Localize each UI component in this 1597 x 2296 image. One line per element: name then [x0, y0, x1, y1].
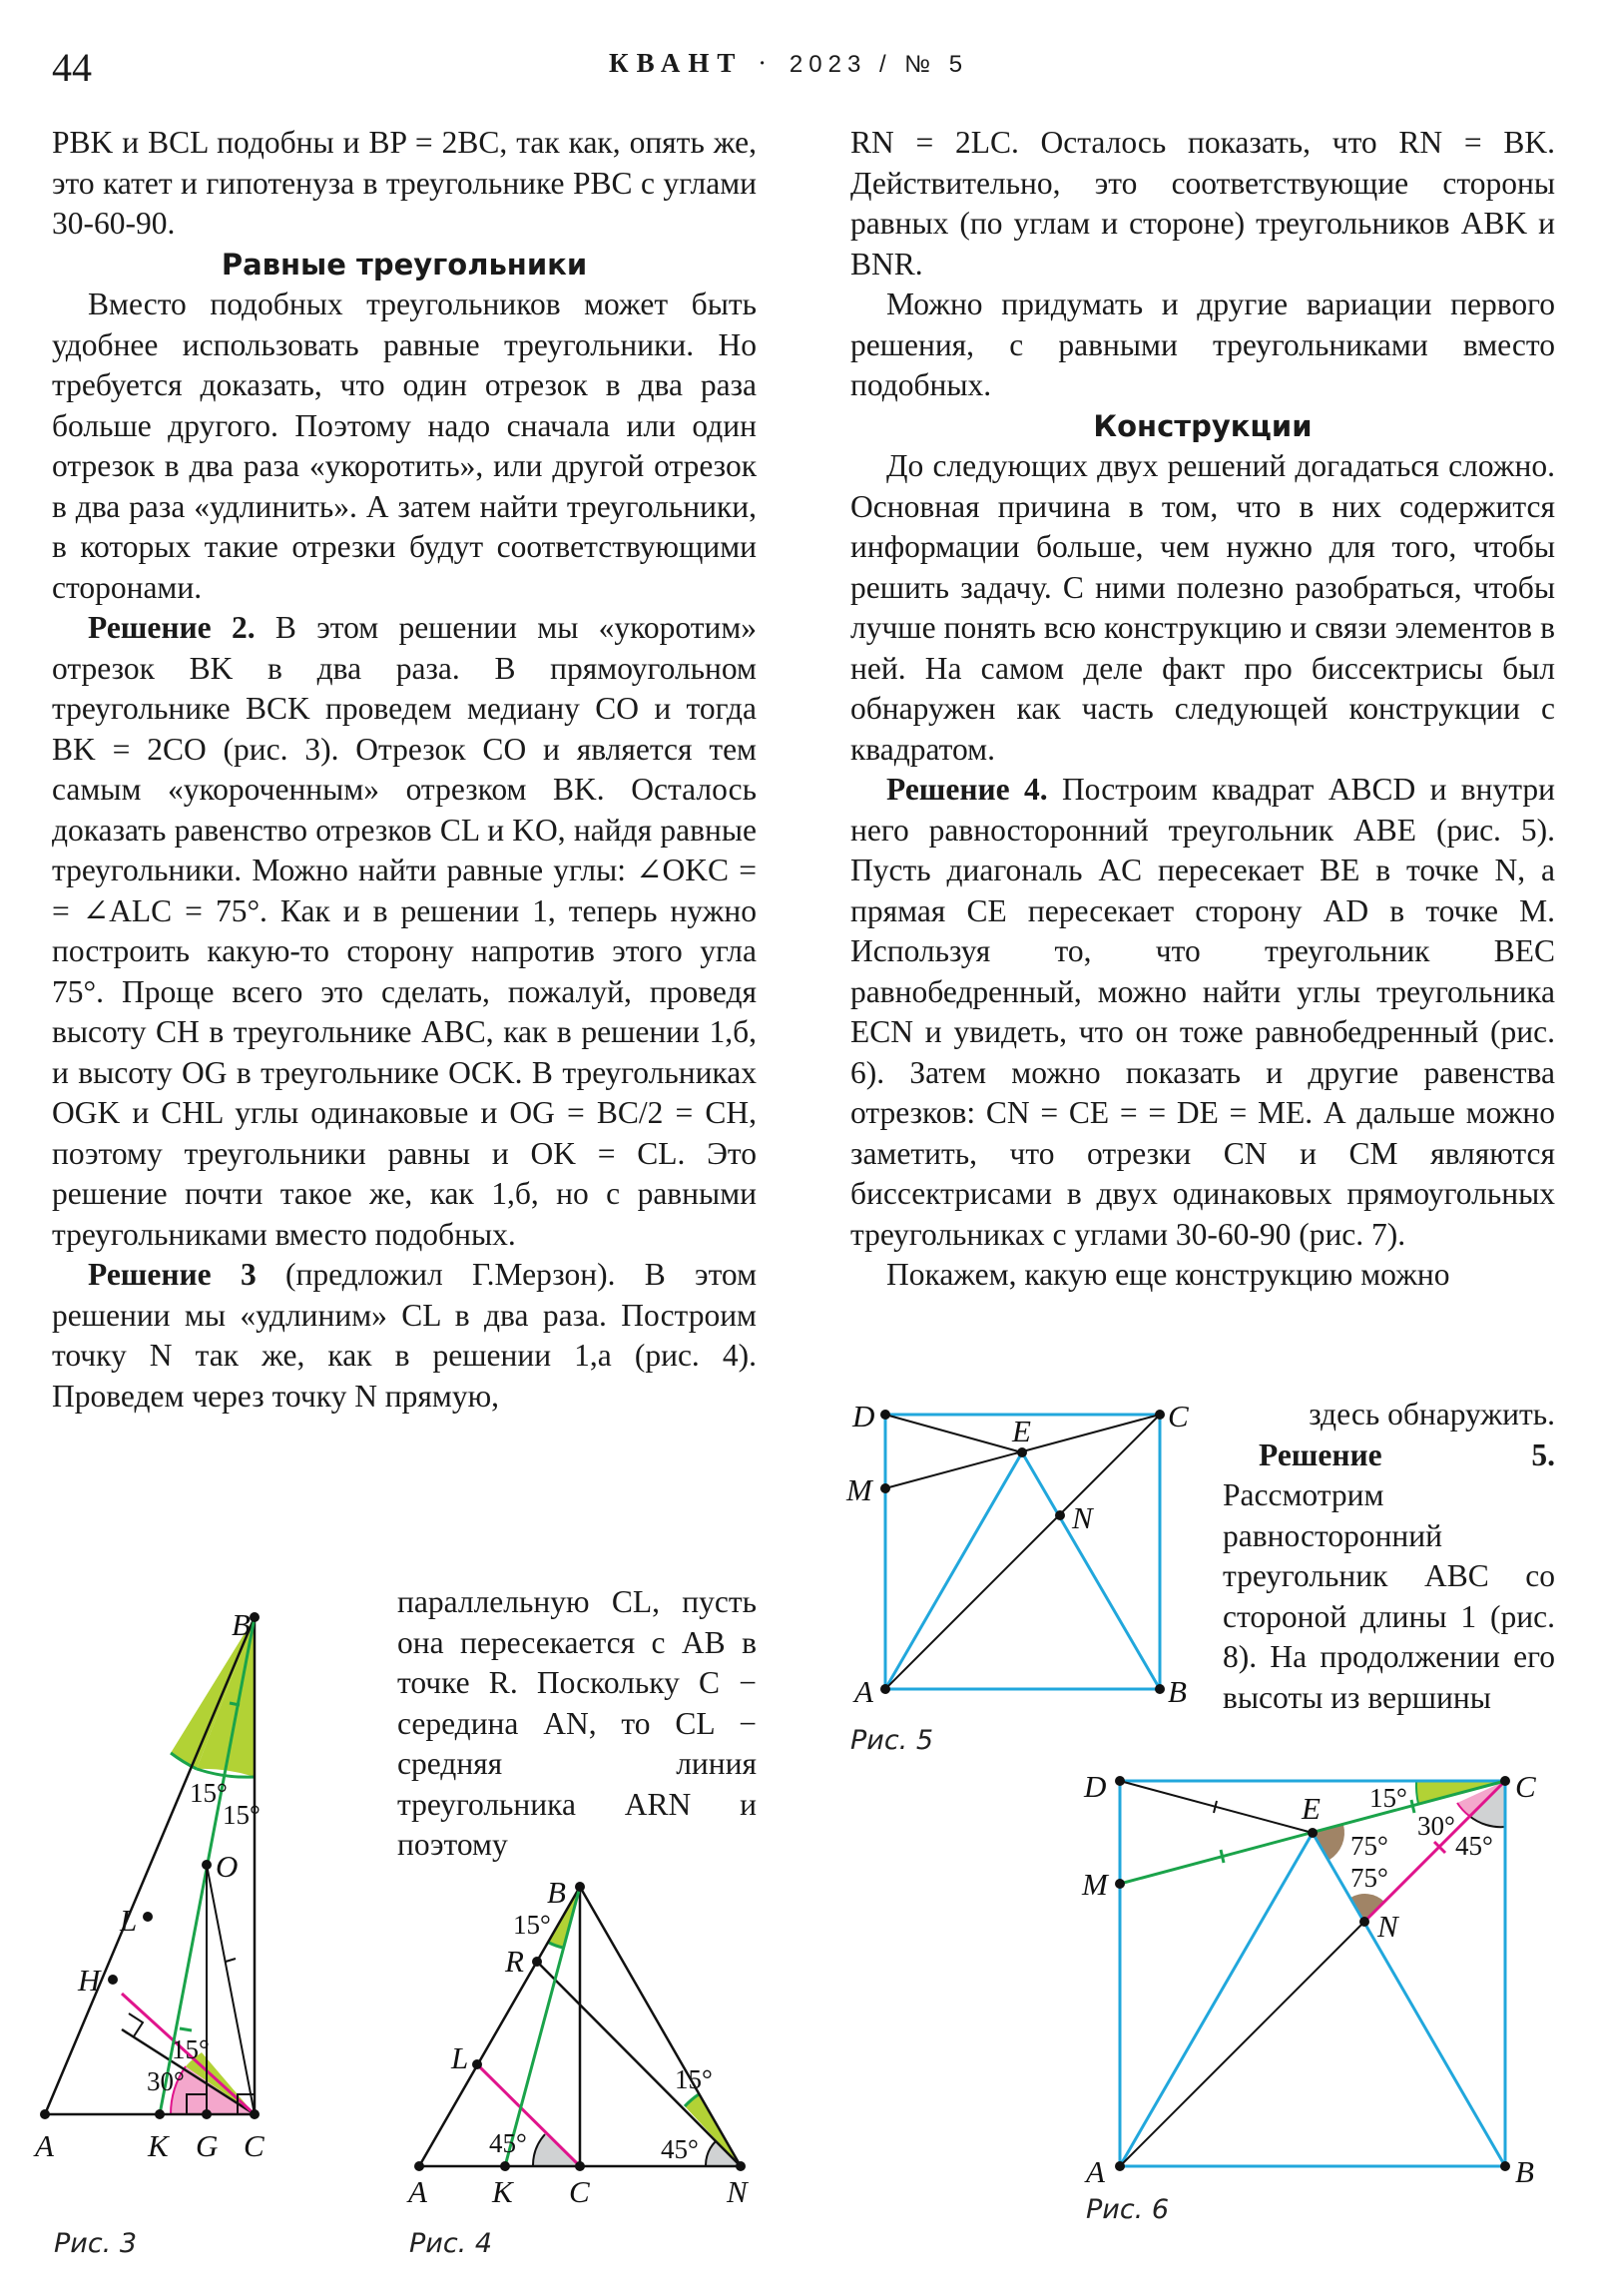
figure-5 — [838, 1398, 1238, 1727]
point-k — [500, 2161, 510, 2171]
paragraph: Вместо подобных треугольников может быть удобнее использовать равные треугольники. Но требуется доказать, что один отрезок в два раза больше другого. Поэтому надо сначала или один отрезок в два раза «укоротить», или другой отрезок в два раза «удлинить». А затем найти треугольники, в которых такие отрезки будут соответствующими сторонами. — [52, 287, 757, 605]
point-d — [1115, 1776, 1125, 1786]
label-e: E — [1302, 1791, 1321, 1826]
point-b — [1500, 2161, 1510, 2171]
angle-label: 15° — [513, 1910, 551, 1940]
point-n — [736, 2161, 746, 2171]
solution-text: (предложил Г.Мерзон). В этом решении мы «удлиним» CL в два раза. Построим точку N так же, как в решении 1,а (рис. 4). Проведем через точку N прямую, — [52, 1257, 758, 1414]
figure-4-caption: Рис. 4 — [409, 2228, 493, 2259]
label-b: B — [547, 1877, 566, 1910]
point-n — [1055, 1510, 1065, 1520]
label-m: M — [1082, 1867, 1108, 1902]
angle-label: 75° — [1350, 1863, 1388, 1893]
label-b: B — [232, 1607, 251, 1642]
label-n: N — [1377, 1909, 1398, 1944]
point-m — [1115, 1879, 1125, 1889]
figure-3-caption: Рис. 3 — [54, 2228, 138, 2259]
running-header — [609, 48, 968, 79]
label-c: C — [569, 2174, 590, 2209]
figure-6-caption: Рис. 6 — [1086, 2194, 1170, 2225]
point-h — [108, 1975, 118, 1985]
solution-title: Решение 5. — [1259, 1436, 1555, 1472]
point-r — [532, 1957, 542, 1967]
angle-label: 15° — [190, 1778, 228, 1808]
label-b: B — [1515, 2154, 1534, 2186]
section-heading: Конструкции — [1093, 408, 1313, 443]
figure-5-caption: Рис. 5 — [850, 1725, 934, 1756]
angle-label: 15° — [1369, 1783, 1407, 1813]
paragraph: Можно придумать и другие вариации первого решения, с равными треугольниками вместо подобных. — [850, 287, 1555, 402]
angle-label: 45° — [1455, 1831, 1493, 1861]
solution-text: В этом решении мы «укоротим» отрезок BK в два раза. В прямоугольном треугольнике BCK проведем медиану CO и тогда BK = 2CO (рис. 3). Отрезок CO и является тем самым «укороченным» отрезком BK. Осталось доказать равенство отрезков CL и KO, найдя равные треугольники. Можно найти равные углы: ∠OKC = = ∠ALC = 75°. Как и в решении 1, теперь нужно построить какую-то сторону напротив этого угла 75°. Проще всего это сделать, пожалуй, проведя высоту CH в треугольнике ABC, как в решении 1,б, и высоту OG в треугольнике OCK. В треугольниках OGK и CHL углы одинаковые и OG = BC/2 = CH, поэтому треугольники равны и OK = CL. Это решение почти такое же, как 1,б, но с равными треугольниками вместо подобных. — [52, 610, 758, 1252]
paragraph: PBK и BCL подобны и BP = 2BC, так как, опять же, это катет и гипотенуза в треугольнике PBC с углами 30-60-90. — [52, 125, 757, 241]
angle-label: 75° — [1350, 1831, 1388, 1861]
angle-label: 45° — [661, 2134, 699, 2164]
point-m — [880, 1483, 890, 1493]
header-separator: · — [758, 48, 776, 78]
label-a: A — [35, 2128, 54, 2163]
label-d: D — [852, 1399, 875, 1434]
label-r: R — [505, 1944, 524, 1979]
solution-3 — [52, 1255, 757, 1417]
right-column — [850, 123, 1555, 1296]
point-l — [143, 1912, 153, 1922]
section-heading: Равные треугольники — [221, 247, 588, 282]
solution-title: Решение 2. — [88, 610, 256, 645]
point-c — [575, 2161, 585, 2171]
solution-text: Построим квадрат ABCD и внутри него равносторонний треугольник ABE (рис. 5). Пусть диагональ AC пересекает BE в точке N, а прямая CE пересекает сторону AD в точке M. Используя то, что треугольник BEC равнобедренный, можно найти углы треугольника ECN и увидеть, что он тоже равнобедренный (рис. 6). Затем можно показать и другие равенства отрезков: CN = CE = = DE = ME. А дальше можно заметить, что отрезки CN и CM являются биссектрисами в двух одинаковых прямоугольных треугольниках с углами 30-60-90 (рис. 7). — [850, 772, 1555, 1252]
issue-number: 2023 / № 5 — [789, 51, 969, 78]
label-d: D — [1084, 1769, 1107, 1804]
label-o: O — [216, 1849, 239, 1884]
point-l — [472, 2059, 482, 2069]
journal-title: КВАНТ — [609, 48, 744, 78]
point-g — [202, 2109, 212, 2119]
point-a — [40, 2109, 50, 2119]
solution-2 — [52, 608, 757, 1255]
point-c — [1155, 1410, 1165, 1420]
point-k — [155, 2109, 165, 2119]
paragraph: здесь обнаружить. — [1309, 1397, 1555, 1432]
solution-5 — [1223, 1435, 1555, 1719]
label-a: A — [408, 2174, 427, 2209]
label-c: C — [1168, 1399, 1189, 1434]
solution-title: Решение 4. — [886, 772, 1048, 807]
point-d — [880, 1410, 890, 1420]
left-narrow-text: параллельную CL, пусть она пересекается с AB в точке R. Поскольку C − середина AN, то CL − средняя линия треугольника ARN и поэтому — [397, 1584, 757, 1862]
point-o — [202, 1860, 212, 1870]
label-c: C — [244, 2128, 265, 2163]
label-l: L — [451, 2040, 469, 2075]
left-column — [52, 123, 757, 1417]
label-b: B — [1168, 1674, 1187, 1709]
angle-label: 30° — [147, 2066, 185, 2096]
right-narrow-text — [1223, 1395, 1555, 1718]
solution-text: Рассмотрим равносторонний треугольник ABC со стороной длины 1 (рис. 8). На продолжении его высоты из вершины — [1223, 1477, 1555, 1715]
point-a — [1115, 2161, 1125, 2171]
figure-6 — [1078, 1767, 1597, 2186]
point-b — [575, 1882, 585, 1892]
point-a — [414, 2161, 424, 2171]
point-a — [880, 1684, 890, 1694]
figure-3 — [30, 1597, 409, 2296]
point-c — [1500, 1776, 1510, 1786]
label-a: A — [1086, 2154, 1105, 2186]
label-k: K — [492, 2174, 513, 2209]
solution-title: Решение 3 — [88, 1257, 257, 1292]
point-c — [250, 2109, 260, 2119]
label-e: E — [1012, 1414, 1031, 1448]
point-b — [250, 1612, 260, 1622]
label-k: K — [148, 2128, 169, 2163]
angle-label: 30° — [1417, 1811, 1455, 1841]
label-h: H — [78, 1963, 101, 1998]
angle-label: 45° — [489, 2128, 527, 2158]
label-n: N — [727, 2174, 748, 2209]
paragraph: До следующих двух решений догадаться сложно. Основная причина в том, что в них содержится информации больше, чем нужно для того, чтобы решить задачу. С ними полезно разобраться, чтобы лучше понять всю конструкцию и связи элементов в ней. На самом деле факт про биссектрисы был обнаружен как часть следующей конструкции с квадратом. — [850, 448, 1555, 767]
solution-4 — [850, 770, 1555, 1255]
point-e — [1017, 1447, 1027, 1457]
point-n — [1359, 1917, 1369, 1927]
angle-label: 15° — [172, 2034, 210, 2064]
angle-label: 15° — [675, 2064, 713, 2094]
paragraph: Покажем, какую еще конструкцию можно — [886, 1257, 1450, 1292]
label-m: M — [846, 1472, 872, 1507]
point-e — [1308, 1828, 1318, 1838]
paragraph: RN = 2LC. Осталось показать, что RN = BK. Действительно, это соответствующие стороны равных (по углам и стороне) треугольников ABK и BNR. — [850, 125, 1555, 282]
figure-4 — [399, 1877, 779, 2236]
label-l: L — [120, 1903, 138, 1938]
label-c: C — [1515, 1769, 1536, 1804]
angle-label: 15° — [223, 1800, 261, 1830]
label-g: G — [196, 2128, 219, 2163]
label-n: N — [1072, 1500, 1093, 1535]
point-b — [1155, 1684, 1165, 1694]
label-a: A — [854, 1674, 873, 1709]
page-number: 44 — [52, 45, 92, 90]
